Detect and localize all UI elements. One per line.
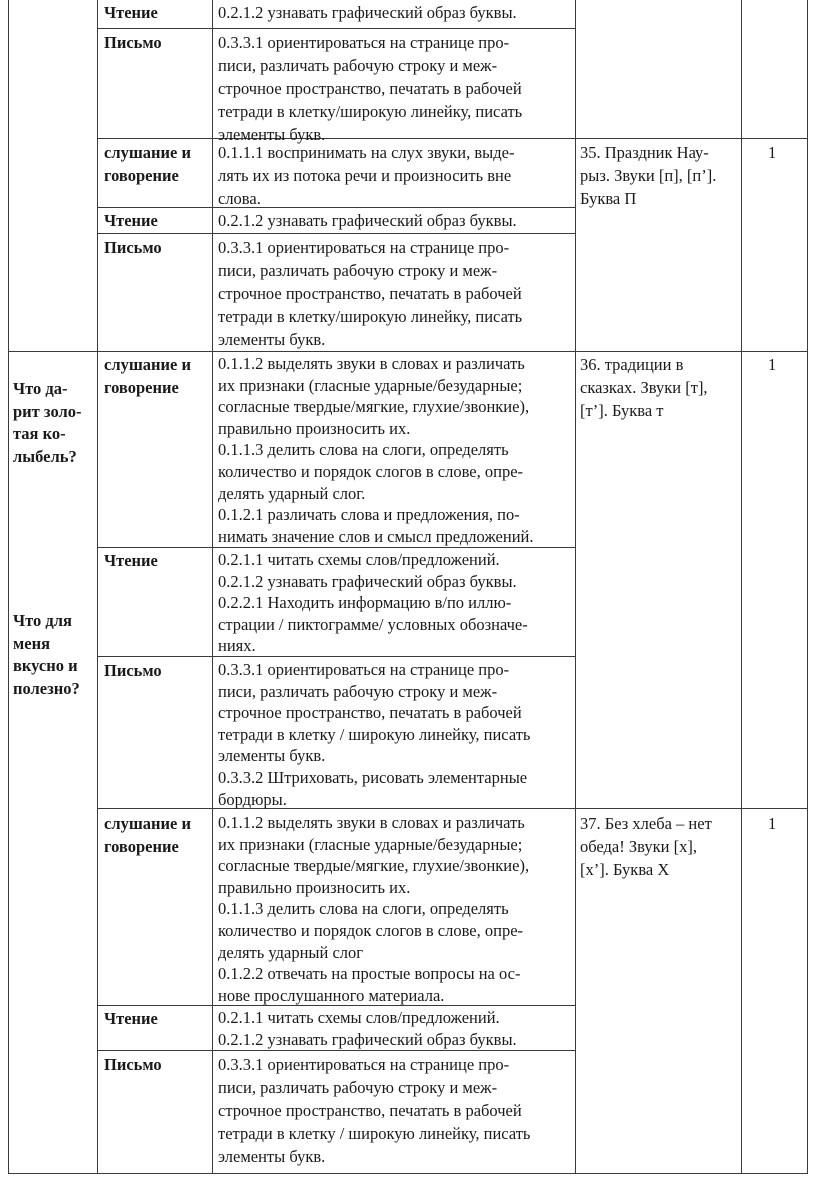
table-col-divider-1	[97, 0, 98, 1174]
objective-text: 0.1.1.1 воспринимать на слух звуки, выде- лять их из потока речи и произносить вне слова.	[218, 143, 515, 208]
objective-text: 0.3.3.1 ориентироваться на странице про- писи, различать рабочую строку и меж- строчное пространство, печатать в рабочей тетради в клетку/широкую линейку, писать элементы букв.	[218, 238, 523, 349]
objective-text: 0.2.1.2 узнавать графический образ буквы.	[218, 211, 517, 230]
skill-label-reading: Чтение	[104, 211, 158, 230]
theme-label-golden-cradle: Что да- рит золо- тая ко- лыбель?	[13, 379, 82, 466]
table-border-left	[8, 0, 9, 1174]
lesson-topic: 35. Праздник Нау- рыз. Звуки [п], [п’]. Буква П	[580, 143, 717, 208]
lesson-hours: 1	[768, 355, 777, 374]
lesson-topic: 36. традиции в сказках. Звуки [т], [т’]. Буква т	[580, 355, 708, 420]
table-col-divider-4	[741, 0, 742, 1174]
table-col-divider-2	[212, 0, 213, 1174]
skill-label-listening-speaking: слушание и говорение	[104, 355, 191, 397]
objective-text: 0.3.3.1 ориентироваться на странице про- писи, различать рабочую строку и меж- строчное пространство, печатать в рабочей тетради в клетку / широкую линейку, писать элементы букв.	[218, 1055, 531, 1166]
objective-text: 0.1.1.2 выделять звуки в словах и различать их признаки (гласные ударные/безударные; согласные твердые/мягкие, глухие/звонкие), правильно произносить их. 0.1.1.3 делить слова на слоги, определять количество и порядок слогов в слове, опре- делять ударный слог. 0.1.2.1 различать слова и предложения, по- нимать значение слов и смысл предложений.	[218, 354, 534, 546]
skill-label-listening-speaking: слушание и говорение	[104, 143, 191, 185]
objective-text: 0.2.1.1 читать схемы слов/предложений. 0.2.1.2 узнавать графический образ буквы. 0.2.2.1 Находить информацию в/по иллю- страции / пиктограмме/ условных обозначе- ниях.	[218, 550, 528, 656]
theme-label-tasty-healthy: Что для меня вкусно и полезно?	[13, 611, 80, 698]
objective-text: 0.3.3.1 ориентироваться на странице про- писи, различать рабочую строку и меж- строчное пространство, печатать в рабочей тетради в клетку/широкую линейку, писать элементы букв.	[218, 33, 523, 144]
skill-label-writing: Письмо	[104, 1055, 162, 1074]
lesson-hours: 1	[768, 814, 777, 833]
skill-label-reading: Чтение	[104, 3, 158, 22]
skill-label-writing: Письмо	[104, 33, 162, 52]
skill-label-writing: Письмо	[104, 661, 162, 680]
skill-label-listening-speaking: слушание и говорение	[104, 814, 191, 856]
table-border-right	[807, 0, 808, 1174]
skill-label-reading: Чтение	[104, 1009, 158, 1028]
row-divider	[97, 28, 575, 29]
objective-text: 0.3.3.1 ориентироваться на странице про- писи, различать рабочую строку и меж- строчное пространство, печатать в рабочей тетради в клетку / широкую линейку, писать элементы букв. 0.3.3.2 Штриховать, рисовать элементарные бордюры.	[218, 660, 531, 809]
lesson-topic: 37. Без хлеба – нет обеда! Звуки [х], [х’]. Буква Х	[580, 814, 712, 879]
row-divider	[97, 233, 575, 234]
table-border-bottom	[8, 1173, 808, 1174]
skill-label-writing: Письмо	[104, 238, 162, 257]
table-col-divider-3	[575, 0, 576, 1174]
skill-label-reading: Чтение	[104, 551, 158, 570]
lesson-hours: 1	[768, 143, 777, 162]
row-divider	[8, 351, 808, 352]
objective-text: 0.2.1.1 читать схемы слов/предложений. 0.2.1.2 узнавать графический образ буквы.	[218, 1008, 517, 1049]
objective-text: 0.2.1.2 узнавать графический образ буквы.	[218, 3, 517, 22]
objective-text: 0.1.1.2 выделять звуки в словах и различать их признаки (гласные ударные/безударные; согласные твердые/мягкие, глухие/звонкие), правильно произносить их. 0.1.1.3 делить слова на слоги, определять количество и порядок слогов в слове, опре- делять ударный слог 0.1.2.2 отвечать на простые вопросы на ос- нове прослушанного материала.	[218, 813, 530, 1005]
